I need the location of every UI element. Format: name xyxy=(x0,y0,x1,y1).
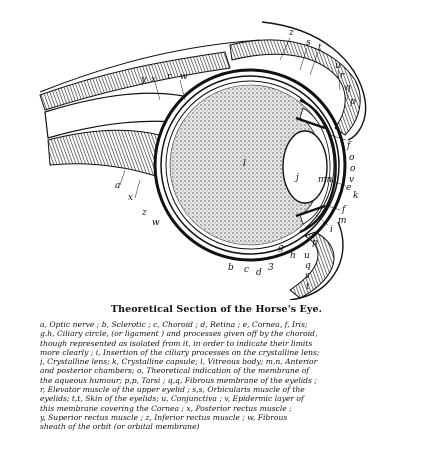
label-t-bot: t xyxy=(306,282,310,292)
label-f2: f xyxy=(342,205,346,215)
legend-line: more clearly ; i, Insertion of the ciliary processes on the crystalline lens; xyxy=(40,347,320,357)
legend-line: g.h, Ciliary circle, (or ligament ) and processes given off by the choroid, xyxy=(40,329,318,339)
figure-caption-title: Theoretical Section of the Horse's Eye. xyxy=(110,304,323,315)
legend-line: and posterior chambers; o, Theoretical indication of the membrane of xyxy=(40,366,310,376)
label-f1: f xyxy=(347,141,351,151)
legend-line: this membrane covering the Cornea ; x, Posterior rectus muscle ; xyxy=(40,403,292,413)
label-i: i xyxy=(330,225,333,235)
label-u-bot: u xyxy=(304,251,310,261)
legend-line: the aqueous humour; p,p, Tarsi ; q,q, Fibrous membrane of the eyelids ; xyxy=(40,375,317,385)
label-w-bottom: w xyxy=(152,218,160,228)
label-q-bot: q xyxy=(305,261,311,271)
label-a: a xyxy=(115,181,121,191)
legend-line: r, Elevator muscle of the upper eyelid ; s,s, Orbicularis muscle of the xyxy=(40,385,305,395)
label-v: v xyxy=(349,175,355,185)
label-t-top: t xyxy=(318,43,322,53)
legend-line: j, Crystalline lens; k, Crystalline capsule; l, Vitreous body; m,n, Anterior xyxy=(40,357,318,367)
label-o2: o xyxy=(350,164,356,174)
figure-legend xyxy=(40,320,430,432)
label-z-bottom: z xyxy=(142,208,147,218)
label-x-bottom: x xyxy=(128,193,134,203)
label-r: r xyxy=(167,72,172,82)
label-3: 3 xyxy=(268,263,274,273)
legend-line: y, Superior rectus muscle ; z, Inferior rectus muscle ; w, Fibrous xyxy=(40,412,288,422)
legend-line: eyelids; t,t, Skin of the eyelids; u, Conjunctiva ; v, Epidermic layer of xyxy=(40,394,304,404)
label-h: h xyxy=(290,251,296,261)
label-s-bot: s xyxy=(305,271,310,281)
label-o1: o xyxy=(349,153,355,163)
label-d: d xyxy=(256,268,262,278)
label-e: e xyxy=(346,183,352,193)
legend-line: sheath of the orbit (or orbital membrane) xyxy=(40,422,200,432)
label-u: u xyxy=(335,61,341,71)
label-y: y xyxy=(141,75,147,85)
label-z-top: z xyxy=(289,28,294,38)
label-c: c xyxy=(244,265,250,275)
label-w: w xyxy=(180,72,188,82)
label-g: g xyxy=(278,243,284,253)
label-s-top: s xyxy=(306,38,311,48)
label-q-top: q xyxy=(345,83,351,93)
legend-line: a, Optic nerve ; b, Sclerotic ; c, Choroid ; d, Retina ; e, Cornea, f, Iris; xyxy=(40,320,308,329)
label-k: k xyxy=(353,191,359,201)
legend-line: though represented as isolated from it, in order to indicate their limits xyxy=(40,338,313,348)
crystalline-lens xyxy=(283,131,327,203)
label-j: j xyxy=(296,173,299,183)
label-b: b xyxy=(228,263,234,273)
label-p-bot: p xyxy=(312,238,318,248)
label-m: m xyxy=(338,216,347,226)
label-mn: mn xyxy=(318,175,333,185)
label-l: l xyxy=(243,159,246,169)
label-p-top: p xyxy=(350,97,356,107)
label-x: x xyxy=(151,75,157,85)
label-r-right: r xyxy=(340,71,345,81)
